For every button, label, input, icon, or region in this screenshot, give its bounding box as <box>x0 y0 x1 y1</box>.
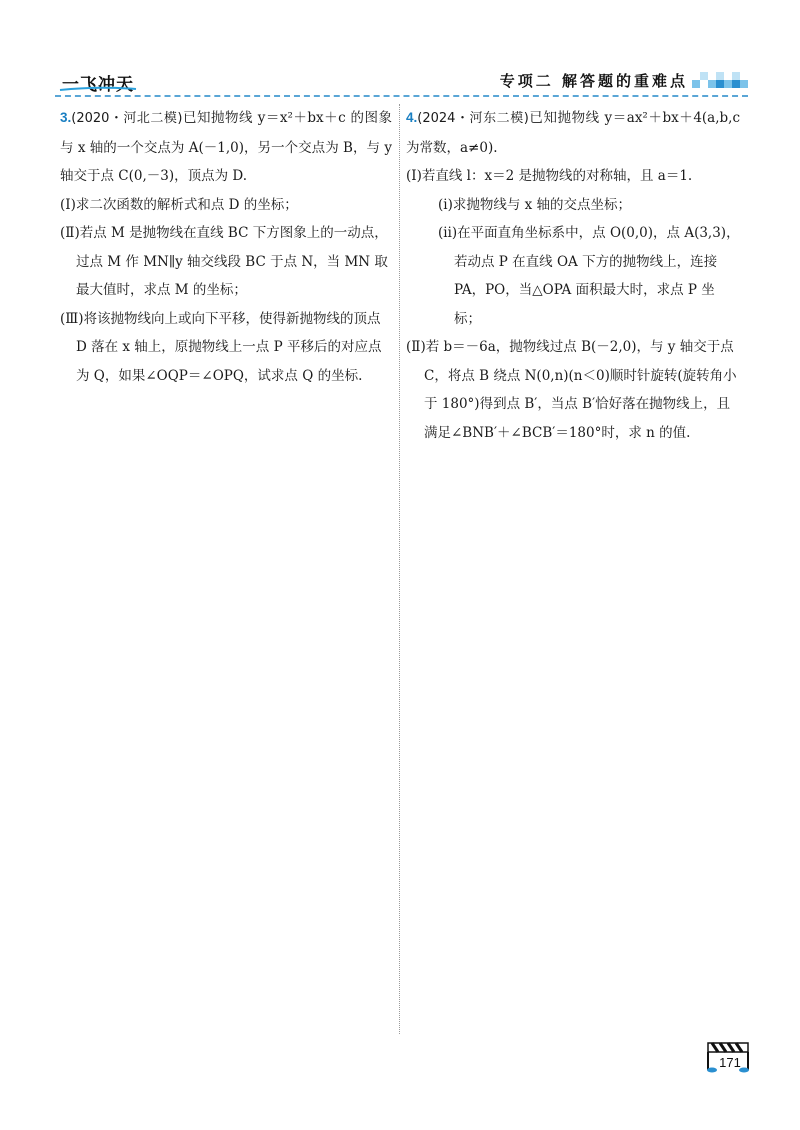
problem-4-source: (2024・河东二模) <box>417 111 529 126</box>
problem-3-part-1 <box>60 191 392 220</box>
part-text: 若 b＝－6a，抛物线过点 B(－2,0)，与 y 轴交于点 C，将点 B 绕点 N(0,n)(n＜0)顺时针旋转(旋转角小于 180°)得到点 B′，当点 B′恰好落在抛物线上，且满足∠BNB′＋∠BCB′＝180°时，求 n 的值. <box>424 339 737 441</box>
part-text: 将该抛物线向上或向下平移，使得新抛物线的顶点 D 落在 x 轴上，原抛物线上一点 P 平移后的对应点为 Q，如果∠OQP＝∠OPQ，试求点 Q 的坐标. <box>76 310 382 384</box>
problem-4-subpart-i <box>406 191 740 220</box>
part-label: (Ⅲ) <box>60 310 84 327</box>
part-text: 求二次函数的解析式和点 D 的坐标； <box>75 196 298 213</box>
section-title: 专项二 解答题的重难点 <box>499 72 688 90</box>
part-label: (Ⅱ) <box>60 225 80 241</box>
header-divider <box>55 95 748 97</box>
part-label: (Ⅱ) <box>406 339 426 355</box>
problem-4-stem-text: 已知抛物线 y＝ax²＋bx＋4(a,b,c 为常数，a≠0). <box>406 110 741 156</box>
subpart-text: 在平面直角坐标系中，点 O(0,0)，点 A(3,3)，若动点 P 在直线 OA 下方的抛物线上，连接 PA，PO，当△OPA 面积最大时，求点 P 坐标； <box>454 225 740 327</box>
problem-3-number: 3. <box>60 110 72 125</box>
subpart-label: (ⅰ) <box>438 196 453 213</box>
problem-3-part-3 <box>60 305 392 391</box>
problem-4-subpart-ii <box>406 219 740 333</box>
subpart-label: (ⅱ) <box>438 225 458 241</box>
column-divider <box>399 104 400 1034</box>
problem-4 <box>406 104 740 447</box>
problem-4-number: 4. <box>406 110 418 125</box>
problem-3-stem-text: 已知抛物线 y＝x²＋bx＋c 的图象与 x 轴的一个交点为 A(－1,0)，另一个交点为 B，与 y 轴交于点 C(0,－3)，顶点为 D. <box>60 110 392 184</box>
subpart-text: 求抛物线与 x 轴的交点坐标； <box>452 196 632 213</box>
part-text: 若直线 l：x＝2 是抛物线的对称轴，且 a＝1. <box>421 168 693 184</box>
problem-3-part-2 <box>60 219 392 305</box>
part-text: 若点 M 是抛物线在直线 BC 下方图象上的一动点，过点 M 作 MN∥y 轴交线段 BC 于点 N，当 MN 取最大值时，求点 M 的坐标； <box>76 225 388 298</box>
checker-pattern-icon <box>692 68 748 92</box>
problem-3-stem <box>60 104 392 191</box>
problem-4-part-1 <box>406 162 740 191</box>
brand-text: 一飞冲天 <box>62 75 134 95</box>
part-label: (Ⅰ) <box>60 196 76 213</box>
page-number: 171 <box>719 1055 741 1070</box>
problem-4-stem <box>406 104 740 162</box>
problem-3-source: (2020・河北二模) <box>71 111 183 126</box>
problem-4-part-2 <box>406 333 740 447</box>
problem-3 <box>60 104 392 390</box>
part-label: (Ⅰ) <box>406 168 422 184</box>
brand-swoosh-icon <box>58 86 138 92</box>
